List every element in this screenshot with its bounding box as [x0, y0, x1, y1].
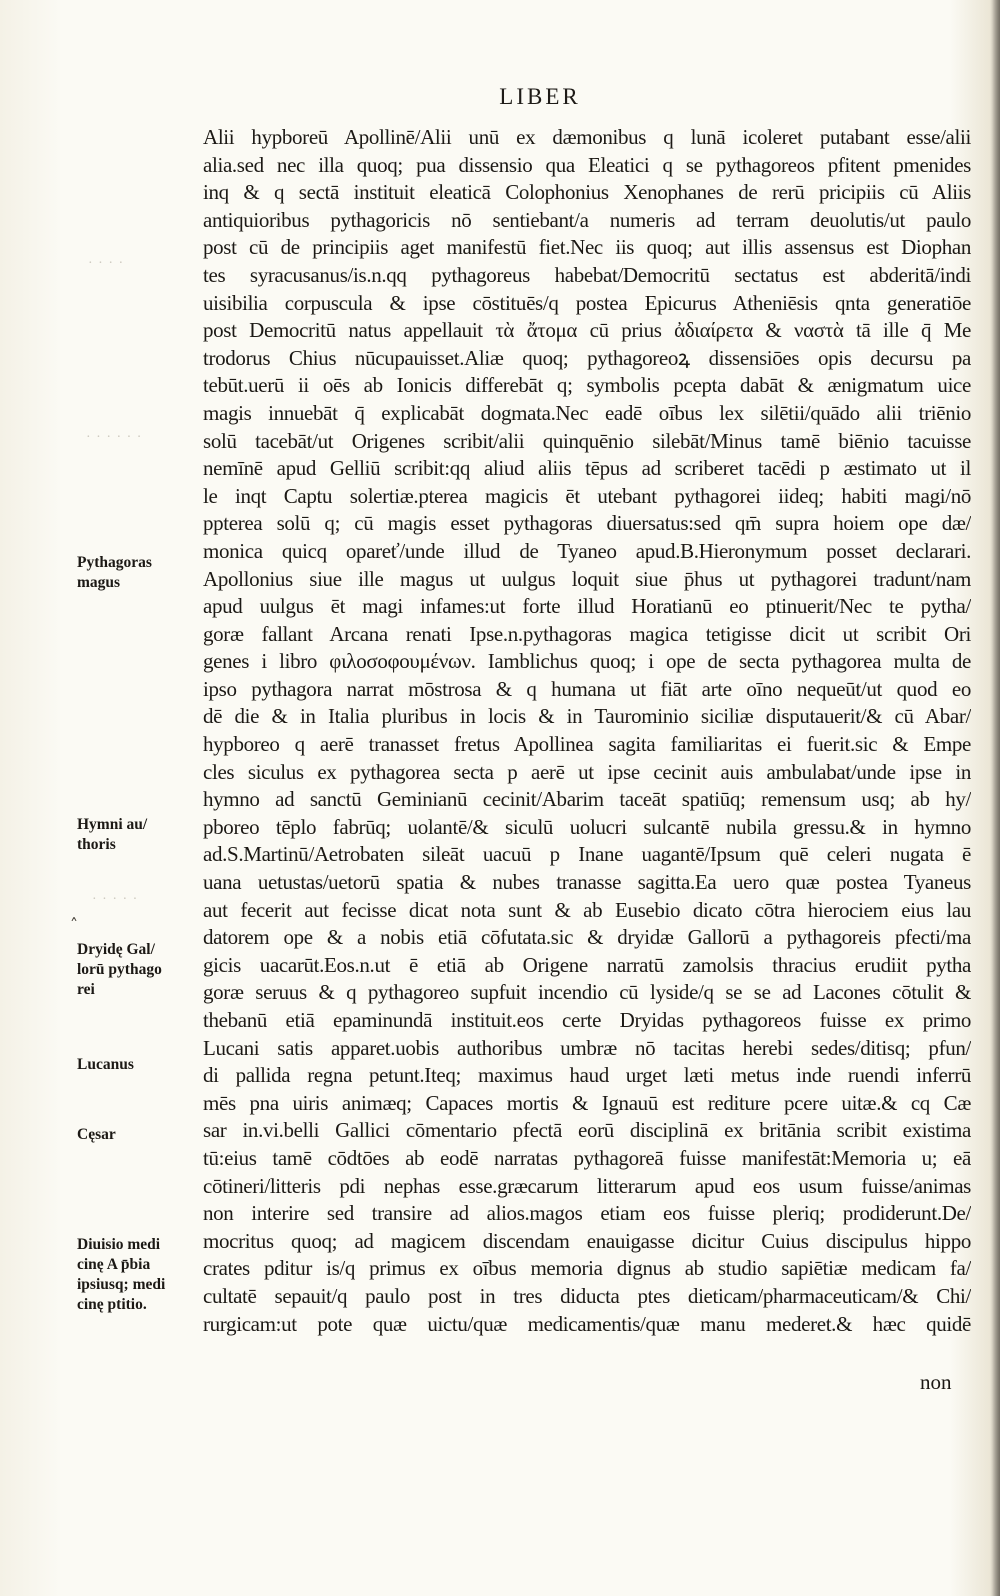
show-through-mark: · · · · · — [92, 892, 139, 907]
text-line: cōtineri/litteris pdi nephas esse.græcarum litterarum apud eos usum fuisse/animas — [203, 1173, 971, 1198]
text-line: ipso pythagora narrat mōstrosa & q humana ut fiāt arte oīno nequeūt/ut quod eo — [203, 676, 971, 701]
text-line: tebūt.uerū ii oēs ab Ionicis differebāt q; symbolis pcepta dabāt & ænigmatum uice — [203, 373, 971, 398]
text-line: Lucani satis apparet.uobis authoribus umbræ nō tacitas herebi sedes/ditisq; pfun/ — [203, 1035, 971, 1060]
catchword: non — [920, 1370, 952, 1394]
text-line: solū tacebāt/ut Origenes scribit/alii quinquēnio silebāt/Minus tamē biēnio tacuisse — [203, 428, 971, 453]
text-line: uana uetustas/uetorū spatia & nubes tranasse sagitta.Ea uero quæ postea Tyaneus — [203, 870, 971, 895]
margin-note-line: cinę ptitio. — [77, 1296, 147, 1313]
text-line: ad.S.Martinū/Aetrobaten sileāt uacuū p Inane uagantē/Ipsum quē celeri nugata ē — [203, 842, 971, 867]
margin-note-line: ipsiusq; medi — [77, 1276, 166, 1293]
text-line: post Democritū natus appellauit τὰ ἄτομα cū prius ἀδιαίρετα & ναστὰ tā ille q̄ Me — [203, 318, 971, 343]
text-line: mocritus quoq; ad magicem discendam enauigasse dicitur Cuius discipulus hippo — [203, 1228, 971, 1253]
margin-note-hymni-authoris — [77, 815, 197, 855]
text-line: trodorus Chius nūcupauisset.Aliæ quoq; pythagoreoꝝ dissensiōes opis decursu pa — [203, 345, 971, 370]
ink-mark: ˄ — [70, 915, 78, 934]
text-line: tū:eius tamē cōdtōes ab eodē narratas pythagoreā fuisse manifestāt:Memoria u; eā — [203, 1145, 971, 1170]
text-line: cultatē sepauit/q paulo post in tres diducta ptes dieticam/pharmaceuticam/& Chi/ — [203, 1283, 971, 1308]
text-line: hypboreo q aerē tranasset fretus Apollinea sagita familiaritas ei fuerit.sic & Empe — [203, 732, 971, 757]
margin-note-line: rei — [77, 981, 95, 998]
text-line: goræ seruus & q pythagoreo supfuit incendio cū lyside/q se se ad Lacones cōtulit & — [203, 980, 971, 1005]
margin-note-line: thoris — [77, 836, 116, 853]
text-line: le inqt Captu solertiæ.pterea magicis ēt utebant pythagorei iideq; habiti magi/nō — [203, 483, 971, 508]
show-through-mark: · · · · · · — [86, 430, 143, 445]
text-line: inq & q sectā instituit eleaticā Colophonius Xenophanes de rerū pricipiis cū Aliis — [203, 180, 971, 205]
text-line: alia.sed nec illa quoq; pua dissensio qua Eleatici q se pythagoreos pfitent pmenides — [203, 152, 971, 177]
margin-note-line: Cęsar — [77, 1126, 116, 1143]
text-line: antiquioribus pythagoricis nō sentiebant/a numeris ad terram deuolutis/ut paulo — [203, 207, 971, 232]
text-line: apud uulgus ēt magi infames:ut forte illud Horatianū eo ptinuerit/Nec te pytha/ — [203, 594, 971, 619]
margin-note-lucanus — [77, 1055, 197, 1075]
text-line: cles siculus ex pythagorea secta p aerē ut ipse cecinit auis ambulabat/unde ipse in — [203, 759, 971, 784]
text-line: goræ fallant Arcana renati Ipse.n.pythagoras magica tetigisse dicit ut scribit Ori — [203, 621, 971, 646]
margin-note-line: Dryidę Gal/ — [77, 941, 155, 958]
margin-note-line: cinę A p̄bia — [77, 1256, 151, 1273]
text-line: aut fecerit aut fecisse dicat nota sunt & ab Eusebio dicato cōtra hierociem eius lau — [203, 897, 971, 922]
text-line: tes syracusanus/is.n.qq pythagoreus habebat/Democritū sectatus est abderitā/indi — [203, 262, 971, 287]
margin-note-line: Pythagoras — [77, 554, 152, 571]
margin-note-line: Lucanus — [77, 1056, 134, 1073]
text-line: uisibilia corpuscula & ipse cōstituēs/q postea Epicurus Atheniēsis qnta generatiōe — [203, 290, 971, 315]
text-line: hymno ad sanctū Geminianū cecinit/Abarim taceāt spatiūq; remensum usq; ab hy/ — [203, 787, 971, 812]
body-text-block — [203, 124, 971, 1338]
text-line: dē die & in Italia pluribus in locis & in Taurominio siciliæ disputauerit/& cū Abar/ — [203, 704, 971, 729]
margin-note-line: Hymni au/ — [77, 816, 148, 833]
text-line: gicis uacarūt.Eos.n.ut ē etiā ab Origene narratū zamolsis thracius erudiit pytha — [203, 952, 971, 977]
text-line: monica quicq opareť/unde illud de Tyaneo apud.B.Hieronymum posset declarari. — [203, 538, 971, 563]
text-line: crates pditur is/q primus ex oībus memoria dignus ab studio sapiētiæ medicam fa/ — [203, 1256, 971, 1281]
text-line: post cū de principiis aget manifestū fiet.Nec iis quoq; aut illis assensus est Diophan — [203, 235, 971, 260]
margin-note-dryidae — [77, 940, 197, 1000]
text-line: rurgicam:ut pote quæ uictu/quæ medicamentis/quæ manu mederet.& hæc quidē — [203, 1311, 971, 1336]
text-line: non interire sed transire ad alios.magos etiam eos fuisse pleriq; prodiderunt.De/ — [203, 1201, 971, 1226]
text-line: magis innuebāt q̄ explicabāt dogmata.Nec eadē oībus lex silētii/quādo alii triēnio — [203, 400, 971, 425]
running-head-text: LIBER — [499, 84, 581, 109]
margin-note-line: lorū pythago — [77, 961, 162, 978]
margin-note-line: magus — [77, 574, 121, 591]
text-line: thebanū etiā epaminundā instituit.eos certe Dryidas pythagoreos fuisse ex primo — [203, 1008, 971, 1032]
text-line: ppterea solū q; cū magis esset pythagoras diuersatus:sed qm̄ supra hoiem ope dæ/ — [203, 511, 971, 536]
text-line: pboreo tēplo fabrūq; uolantē/& siculū uolucri sulcantē nubila gressu.& in hymno — [203, 814, 971, 839]
page-edge-shadow — [992, 0, 1000, 1596]
text-line: Apollonius siue ille magus ut uulgus loquit siue p̄hus ut pythagorei tradunt/nam — [203, 566, 971, 591]
margin-note-diuisio-medicinae — [77, 1235, 197, 1315]
text-line: genes i libro φιλοσοφουμένων. Iamblichus quoq; i ope de secta pythagorea multa de — [203, 649, 971, 674]
text-line: mēs pna uiris animæq; Capaces mortis & Ignauū est rediture pcere uitæ.& cq Cæ — [203, 1090, 971, 1115]
text-line: datorem ope & a nobis etiā cōfutata.sic & dryidæ Gallorū a pythagoreis pfecti/ma — [203, 925, 971, 950]
margin-note-caesar — [77, 1125, 197, 1145]
show-through-mark: · · · · — [88, 256, 125, 271]
text-line: Alii hypboreū Apollinē/Alii unū ex dæmonibus q lunā icoleret putabant esse/alii — [203, 125, 971, 149]
running-head — [0, 84, 1000, 110]
margin-note-line: Diuisio medi — [77, 1236, 161, 1253]
text-line: di pallida regna petunt.Iteq; maximus haud urget læti metus inde ruendi inferrū — [203, 1063, 971, 1088]
text-line: sar in.vi.belli Gallici cōmentario pfectā eorū disciplinā ex britānia scribit existima — [203, 1118, 971, 1143]
margin-note-pythagoras-magus — [77, 553, 197, 593]
text-line: nemīnē apud Gelliū scribit:qq aliud aliis tēpus ad scriberet tacēdi p æstimato ut il — [203, 456, 971, 481]
